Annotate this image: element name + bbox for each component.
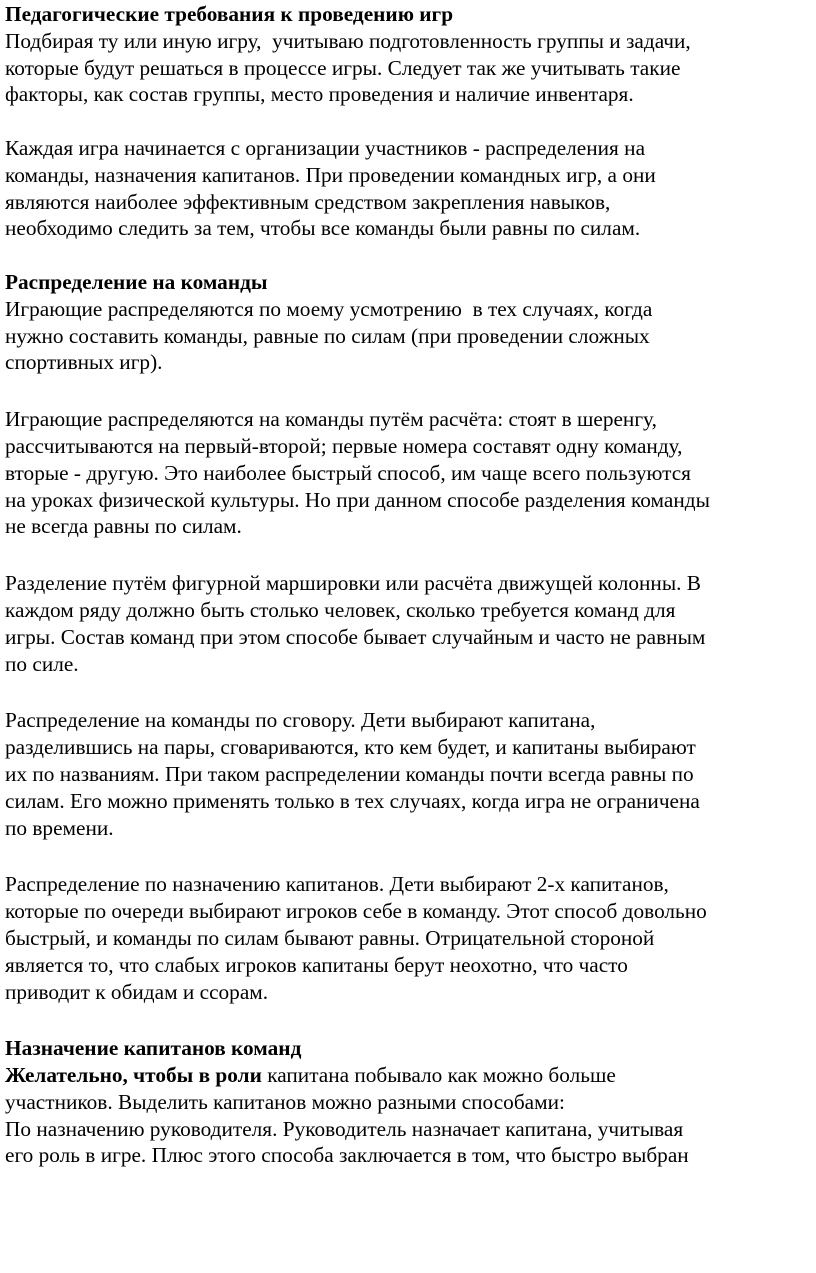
paragraph-line: является то, что слабых игроков капитаны берут неохотно, что часто — [5, 952, 628, 977]
paragraph-line: По назначению руководителя. Руководитель назначает капитана, учитывая — [5, 1116, 684, 1141]
paragraph-line: являются наиболее эффективным средством закрепления навыков, — [5, 189, 611, 214]
paragraph-line: силам. Его можно применять только в тех случаях, когда игра не ограничена — [5, 788, 700, 813]
paragraph-line: Каждая игра начинается с организации участников - распределения на — [5, 135, 646, 160]
paragraph-line: на уроках физической культуры. Но при данном способе разделения команды — [5, 487, 710, 512]
paragraph-line: его роль в игре. Плюс этого способа заключается в том, что быстро выбран — [5, 1143, 689, 1168]
paragraph-line: по времени. — [5, 815, 114, 840]
paragraph-line: Подбирая ту или иную игру, учитываю подготовленность группы и задачи, — [5, 28, 691, 53]
paragraph-line: приводит к обидам и ссорам. — [5, 979, 269, 1004]
paragraph-line: каждом ряду должно быть столько человек, сколько требуется команд для — [5, 597, 676, 622]
paragraph-line: разделившись на пары, сговариваются, кто кем будет, и капитаны выбирают — [5, 735, 696, 760]
heading-captain-assignment: Назначение капитанов команд — [5, 1036, 302, 1061]
paragraph-line: факторы, как состав группы, место проведения и наличие инвентаря. — [5, 82, 634, 107]
paragraph-line: по силе. — [5, 651, 79, 676]
paragraph-line: игры. Состав команд при этом способе бывает случайным и часто не равным — [5, 624, 706, 649]
paragraph-line — [5, 1062, 813, 1089]
bold-phrase: Желательно, чтобы в роли — [5, 1063, 262, 1088]
paragraph-line: быстрый, и команды по силам бывают равны. Отрицательной стороной — [5, 925, 655, 950]
paragraph-line: команды, назначения капитанов. При проведении командных игр, а они — [5, 162, 656, 187]
paragraph-line: спортивных игр). — [5, 350, 163, 375]
paragraph-spacer — [5, 376, 813, 406]
paragraph-spacer — [5, 540, 813, 570]
paragraph-line: участников. Выделить капитанов можно разными способами: — [5, 1089, 565, 1114]
paragraph-line: Играющие распределяются по моему усмотрению в тех случаях, когда — [5, 296, 653, 321]
heading-team-distribution: Распределение на команды — [5, 269, 268, 294]
paragraph-line: Разделение путём фигурной маршировки или расчёта движущей колонны. В — [5, 571, 701, 596]
paragraph-spacer — [5, 1005, 813, 1035]
paragraph-line: которые будут решаться в процессе игры. Следует так же учитывать такие — [5, 55, 681, 80]
paragraph-line: Распределение на команды по сговору. Дети выбирают капитана, — [5, 708, 596, 733]
paragraph-text: капитана побывало как можно больше — [261, 1063, 616, 1088]
paragraph-spacer — [5, 677, 813, 707]
paragraph-line: которые по очереди выбирают игроков себе в команду. Этот способ довольно — [5, 899, 707, 924]
paragraph-spacer — [5, 242, 813, 269]
paragraph-line: вторые - другую. Это наиболее быстрый способ, им чаще всего пользуются — [5, 460, 691, 485]
paragraph-line: их по названиям. При таком распределении команды почти всегда равны по — [5, 761, 694, 786]
paragraph-line: нужно составить команды, равные по силам (при проведении сложных — [5, 323, 650, 348]
paragraph-spacer — [5, 108, 813, 135]
paragraph-line: необходимо следить за тем, чтобы все команды были равны по силам. — [5, 216, 641, 241]
paragraph-spacer — [5, 841, 813, 871]
paragraph-line: Играющие распределяются на команды путём расчёта: стоят в шеренгу, — [5, 407, 657, 432]
paragraph-line: не всегда равны по силам. — [5, 514, 242, 539]
paragraph-line: Распределение по назначению капитанов. Дети выбирают 2-х капитанов, — [5, 872, 669, 897]
document-page — [5, 0, 813, 1169]
heading-pedagogical-requirements: Педагогические требования к проведению игр — [5, 2, 454, 26]
paragraph-line: рассчитываются на первый-второй; первые номера составят одну команду, — [5, 433, 683, 458]
